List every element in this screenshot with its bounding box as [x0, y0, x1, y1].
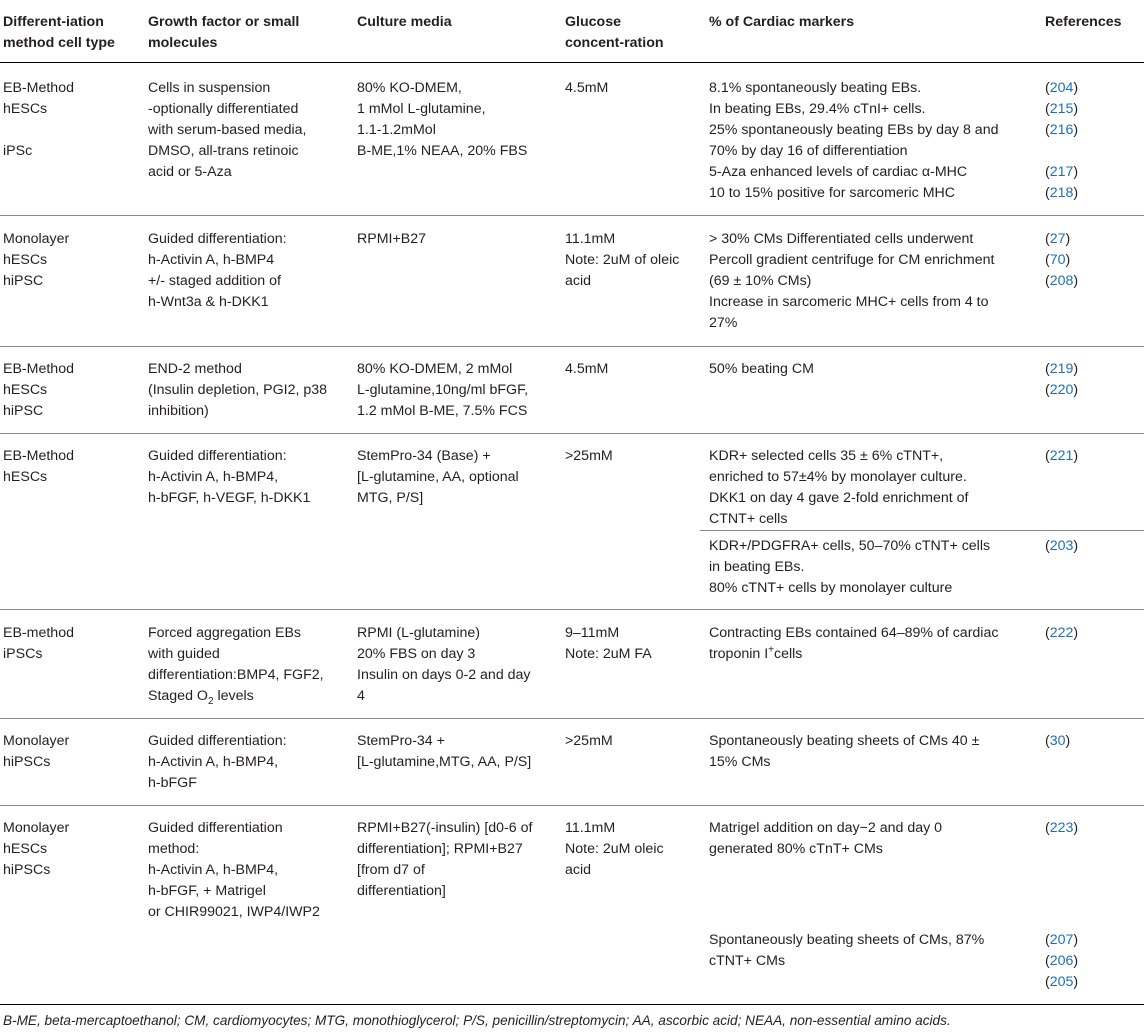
glucose: 11.1mM Note: 2uM of oleic acid	[565, 231, 680, 289]
reference-link[interactable]: (218)	[1045, 185, 1079, 201]
reference-link[interactable]: (206)	[1045, 953, 1079, 969]
glucose: 9–11mM Note: 2uM FA	[565, 625, 652, 662]
cardiac-markers: Matrigel addition on day−2 and day 0 generated 80% cTnT+ CMs	[709, 820, 943, 857]
cardiac-markers: KDR+ selected cells 35 ± 6% cTNT+, enriched to 57±4% by monolayer culture. DKK1 on day 4 gave 2-fold enrichment of CTNT+ cells	[709, 448, 969, 527]
culture-media: RPMI+B27(-insulin) [d0-6 of differentiation]; RPMI+B27 [from d7 of differentiation]	[357, 820, 533, 899]
subrow-divider	[700, 530, 1144, 531]
table-header	[0, 0, 1144, 60]
glucose: >25mM	[565, 448, 613, 464]
growth-factors: Forced aggregation EBs with guided differentiation:BMP4, FGF2, Staged $O_2$ levels	[148, 625, 324, 707]
reference-link[interactable]: (223)	[1045, 820, 1079, 836]
growth-factors: Guided differentiation: h-Activin A, h-BMP4 +/- staged addition of h-Wnt3a & h-DKK1	[148, 231, 287, 310]
cell-type: Monolayer hESCs hiPSCs	[3, 820, 70, 878]
references	[1045, 536, 1078, 557]
reference-link[interactable]: (219)	[1045, 361, 1079, 377]
references	[1045, 359, 1078, 401]
references	[1045, 930, 1078, 993]
culture-media: RPMI+B27	[357, 231, 426, 247]
header-cell-type: Different-iation method cell type	[3, 14, 115, 51]
row-divider	[0, 346, 1144, 347]
table-bottom-rule	[0, 1004, 1144, 1005]
header-references: References	[1045, 14, 1122, 30]
references	[1045, 446, 1078, 467]
row-divider	[0, 433, 1144, 434]
cardiac-markers: 50% beating CM	[709, 361, 814, 377]
header-rule	[0, 62, 1144, 63]
reference-link[interactable]: (203)	[1045, 538, 1079, 554]
cardiac-markers: KDR+/PDGFRA+ cells, 50–70% cTNT+ cells in beating EBs. 80% cTNT+ cells by monolayer culture	[709, 538, 991, 596]
growth-factors: Guided differentiation method: h-Activin A, h-BMP4, h-bFGF, + Matrigel or CHIR99021, IWP4/IWP2	[148, 820, 320, 920]
cardiac-markers: Contracting EBs contained 64–89% of cardiac troponin I+cells	[709, 625, 999, 662]
reference-link[interactable]: (221)	[1045, 448, 1079, 464]
cardiac-markers: > 30% CMs Differentiated cells underwent Percoll gradient centrifuge for CM enrichment (69 ± 10% CMs) Increase in sarcomeric MHC+ cells from 4 to 27%	[709, 231, 995, 331]
glucose: 11.1mM Note: 2uM oleic acid	[565, 820, 664, 878]
reference-link[interactable]: (222)	[1045, 625, 1079, 641]
glucose: 4.5mM	[565, 361, 609, 377]
culture-media: StemPro-34 + [L-glutamine,MTG, AA, P/S]	[357, 733, 532, 770]
cell-type: Monolayer hiPSCs	[3, 733, 70, 770]
cell-type: Monolayer hESCs hiPSC	[3, 231, 70, 289]
culture-media: StemPro-34 (Base) + [L-glutamine, AA, optional MTG, P/S]	[357, 448, 519, 506]
glucose: >25mM	[565, 733, 613, 749]
reference-link[interactable]: (70)	[1045, 252, 1071, 268]
reference-link[interactable]: (204)	[1045, 80, 1079, 96]
reference-link[interactable]: (216)	[1045, 122, 1079, 138]
header-glucose: Glucose concent-ration	[565, 14, 664, 51]
growth-factors: END-2 method (Insulin depletion, PGI2, p38 inhibition)	[148, 361, 328, 419]
cell-type: EB-Method hESCs iPSc	[3, 80, 74, 159]
culture-media: 80% KO-DMEM, 2 mMol L-glutamine,10ng/ml bFGF, 1.2 mMol B-ME, 7.5% FCS	[357, 361, 529, 419]
reference-link[interactable]: (30)	[1045, 733, 1071, 749]
references	[1045, 78, 1078, 204]
glucose: 4.5mM	[565, 80, 609, 96]
header-markers: % of Cardiac markers	[709, 14, 855, 30]
growth-factors: Guided differentiation: h-Activin A, h-BMP4, h-bFGF, h-VEGF, h-DKK1	[148, 448, 311, 506]
table-footnote: B-ME, beta-mercaptoethanol; CM, cardiomyocytes; MTG, monothioglycerol; P/S, penicillin/streptomycin; AA, ascorbic acid; NEAA, non-essential amino acids.	[3, 1013, 951, 1028]
row-divider	[0, 215, 1144, 216]
references	[1045, 731, 1070, 752]
cardiac-markers: Spontaneously beating sheets of CMs 40 ± 15% CMs	[709, 733, 980, 770]
header-growth: Growth factor or small molecules	[148, 14, 300, 51]
row-divider	[0, 718, 1144, 719]
row-divider	[0, 609, 1144, 610]
reference-link[interactable]: (217)	[1045, 164, 1079, 180]
reference-link[interactable]: (220)	[1045, 382, 1079, 398]
cell-type: EB-method iPSCs	[3, 625, 74, 662]
culture-media: RPMI (L-glutamine) 20% FBS on day 3 Insulin on days 0-2 and day 4	[357, 625, 531, 704]
reference-link[interactable]: (205)	[1045, 974, 1079, 990]
row-divider	[0, 805, 1144, 806]
reference-link[interactable]: (208)	[1045, 273, 1079, 289]
references	[1045, 818, 1078, 839]
growth-factors: Cells in suspension -optionally differentiated with serum-based media, DMSO, all-trans retinoic acid or 5-Aza	[148, 80, 307, 180]
cell-type: EB-Method hESCs	[3, 448, 74, 485]
cell-type: EB-Method hESCs hiPSC	[3, 361, 74, 419]
references	[1045, 623, 1078, 644]
reference-link[interactable]: (215)	[1045, 101, 1079, 117]
cardiac-markers: 8.1% spontaneously beating EBs. In beating EBs, 29.4% cTnI+ cells. 25% spontaneously beating EBs by day 8 and 70% by day 16 of differentiation 5-Aza enhanced levels of cardiac α-MHC 10 to 15% positive for sarcomeric MHC	[709, 80, 999, 201]
culture-media: 80% KO-DMEM, 1 mMol L-glutamine, 1.1-1.2mMol B-ME,1% NEAA, 20% FBS	[357, 80, 528, 159]
growth-factors: Guided differentiation: h-Activin A, h-BMP4, h-bFGF	[148, 733, 287, 791]
cardiac-markers: Spontaneously beating sheets of CMs, 87% cTNT+ CMs	[709, 932, 985, 969]
reference-link[interactable]: (207)	[1045, 932, 1079, 948]
header-media: Culture media	[357, 14, 452, 30]
reference-link[interactable]: (27)	[1045, 231, 1071, 247]
references	[1045, 229, 1078, 292]
